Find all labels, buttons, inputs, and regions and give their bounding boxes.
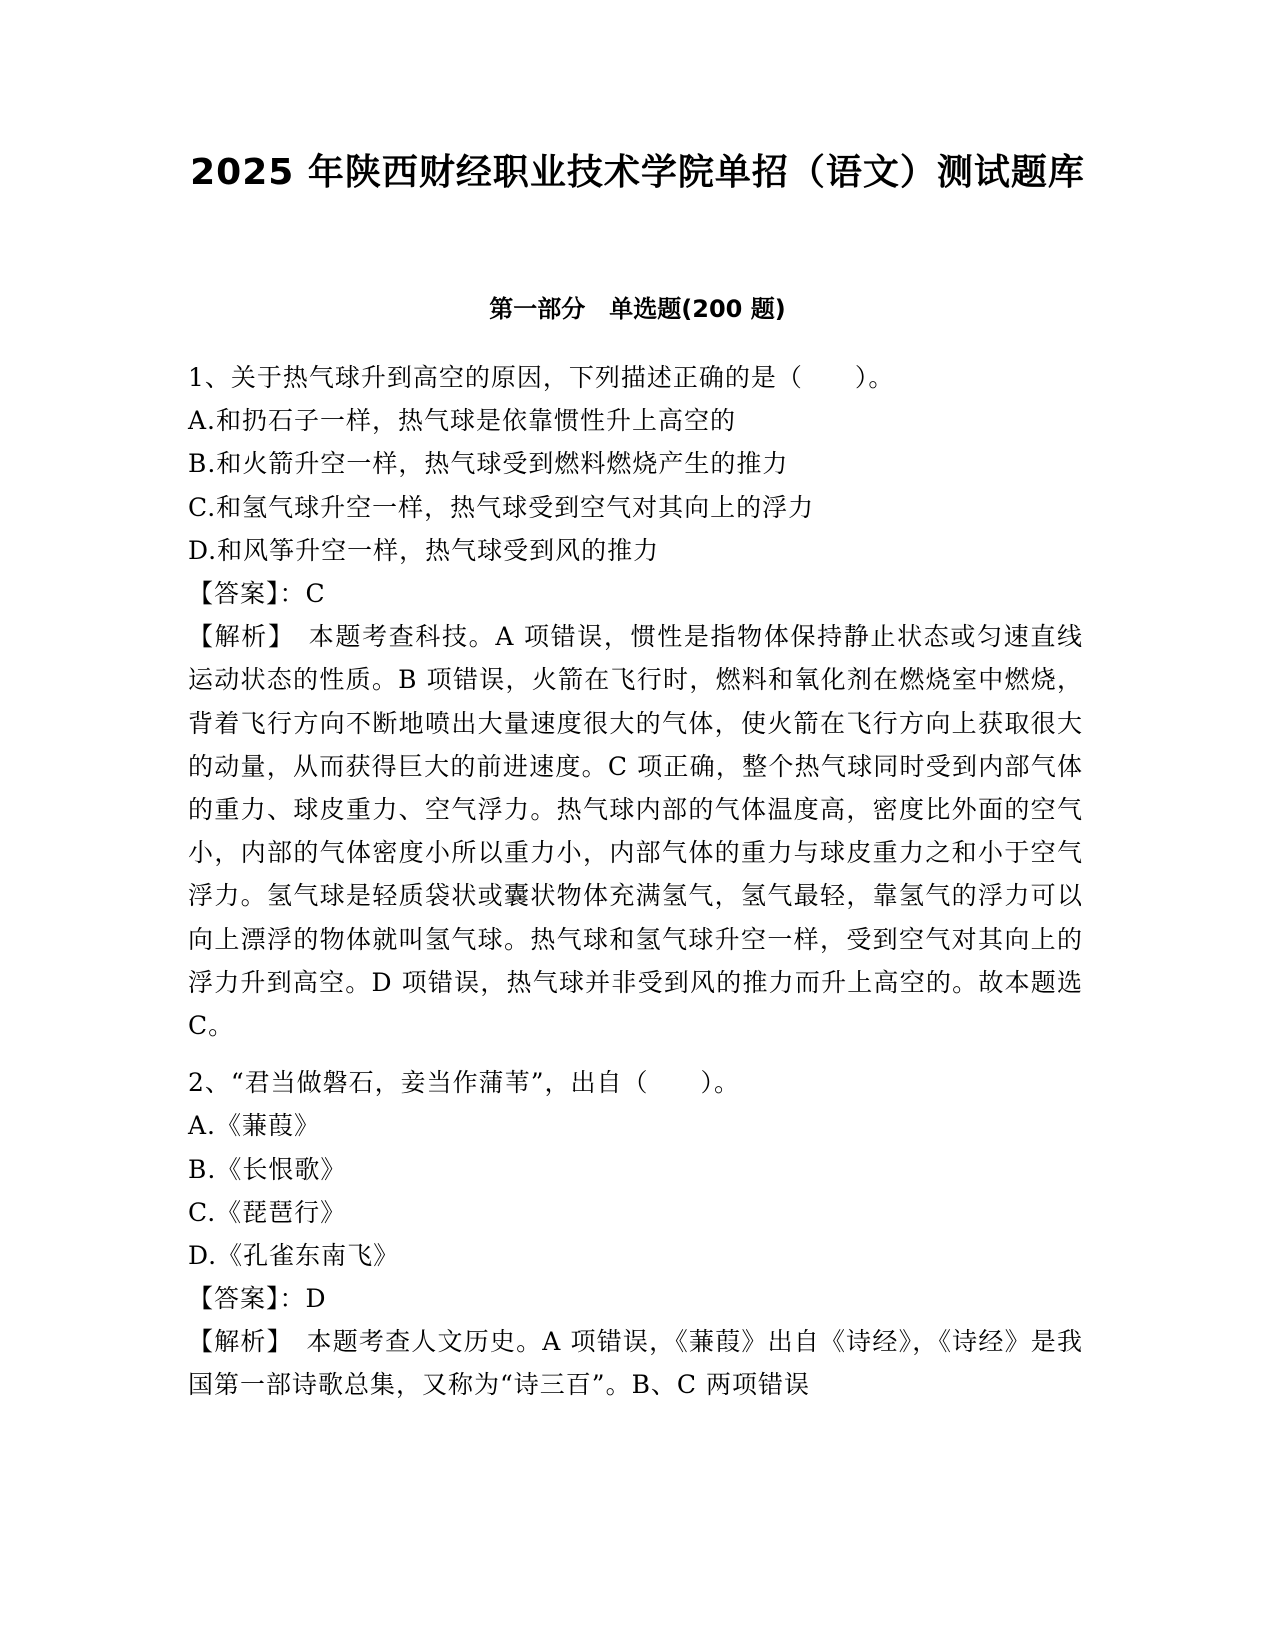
option-c: C.《琵琶行》	[188, 1197, 347, 1227]
section-heading: 第一部分 单选题(200 题)	[489, 295, 786, 323]
option-d: D.和风筝升空一样，热气球受到风的推力	[188, 535, 660, 565]
analysis-paragraph	[188, 1320, 1083, 1406]
question-2	[188, 1061, 1083, 1407]
question-list	[188, 356, 1083, 1407]
answer-line	[188, 572, 1083, 615]
option-a: A.《蒹葭》	[188, 1111, 321, 1141]
answer-label: 【答案】：	[188, 1284, 306, 1314]
analysis-label: 【解析】	[188, 1327, 307, 1357]
answer-label: 【答案】：	[188, 578, 306, 608]
question-1	[188, 356, 1083, 1047]
question-stem: 2、“君当做磐石，妾当作蒲苇”，出自（ ）。	[188, 1068, 740, 1098]
analysis-text: 本题考查科技。A 项错误，惯性是指物体保持静止状态或匀速直线运动状态的性质。B 项错误，火箭在飞行时，燃料和氧化剂在燃烧室中燃烧，背着飞行方向不断地喷出大量速度很大的气体，使火箭在飞行方向上获取很大的动量，从而获得巨大的前进速度。C 项正确，整个热气球同时受到内部气体的重力、球皮重力、空气浮力。热气球内部的气体温度高，密度比外面的空气小，内部的气体密度小所以重力小，内部气体的重力与球皮重力之和小于空气浮力。氢气球是轻质袋状或囊状物体充满氢气，氢气最轻，靠氢气的浮力可以向上漂浮的物体就叫氢气球。热气球和氢气球升空一样，受到空气对其向上的浮力升到高空。D 项错误，热气球并非受到风的推力而升上高空的。故本题选 C。	[188, 622, 1083, 1040]
option-a: A.和扔石子一样，热气球是依靠惯性升上高空的	[188, 406, 737, 436]
option-c: C.和氢气球升空一样，热气球受到空气对其向上的浮力	[188, 492, 815, 522]
document-title: 2025 年陕西财经职业技术学院单招（语文）测试题库	[190, 152, 1085, 193]
answer-value: D	[305, 1284, 327, 1314]
option-d: D.《孔雀东南飞》	[188, 1240, 400, 1270]
analysis-label: 【解析】	[188, 622, 309, 652]
question-stem: 1、关于热气球升到高空的原因，下列描述正确的是（ ）。	[188, 363, 895, 392]
question-spacer	[188, 1047, 1083, 1061]
answer-line	[188, 1277, 1083, 1320]
answer-value: C	[305, 578, 326, 608]
option-b: B.和火箭升空一样，热气球受到燃料燃烧产生的推力	[188, 449, 789, 479]
analysis-paragraph	[188, 615, 1083, 1047]
analysis-text: 本题考查人文历史。A 项错误，《蒹葭》出自《诗经》，《诗经》是我国第一部诗歌总集，又称为“诗三百”。B、C 两项错误	[188, 1327, 1083, 1400]
option-b: B.《长恨歌》	[188, 1154, 347, 1184]
